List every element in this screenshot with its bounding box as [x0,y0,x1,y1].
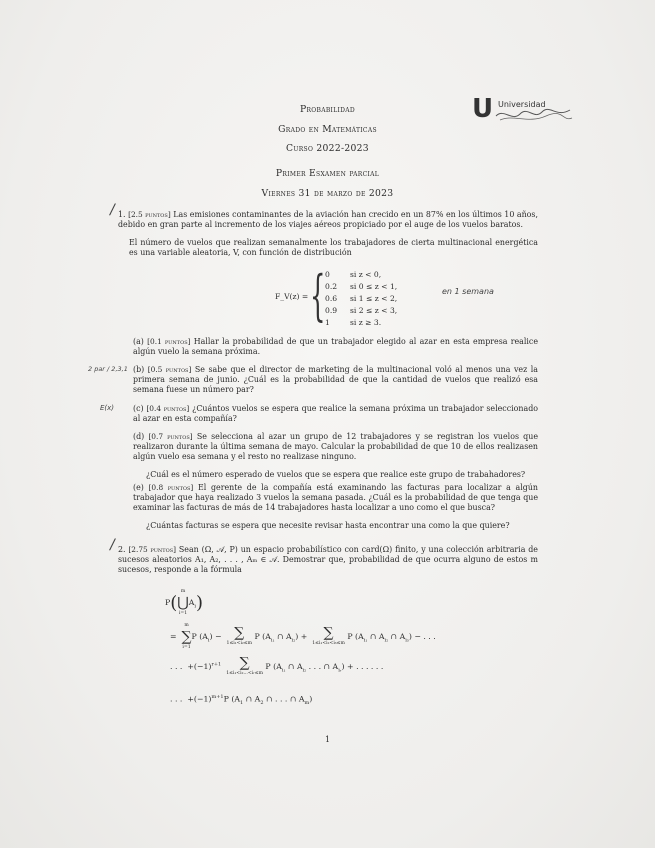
part-b: (b) [0.5 puntos] Se sabe que el director de marketing de la multinacional voló al menos una vez la primera semana de junio. ¿Cuál es la probabilidad de que la cantidad de vuelos que realizó esa semana fuese un número par? [133,365,538,395]
formula-lhs: P( m ⋃ i=1 $A_i$) [165,589,204,616]
question-1-number: 1. [118,210,126,219]
question-1-intro [118,210,538,230]
exam-title: Primer Esxamen parcial [275,168,380,179]
cdf-definition: F_V(z) = { 0 si z < 0, 0.2 si 0 ≤ z < 1, 0.6 si 1 ≤ z < 2, 0.9 si 2 ≤ z < 3, 1 si z ≥ 3. [275,264,398,327]
question-1-text: Las emisiones contaminantes de la aviación han crecido en un 87% en los últimos 10 años, debido en gran parte al incremento de los viajes aéreos propiciado por el auge de los vuelos baratos. [118,210,538,230]
margin-note-c: E(x) [100,404,115,412]
question-1-points: [2.5 puntos] [128,210,171,219]
margin-note-b: 2 par / 2,3,1 [88,365,128,373]
part-c: (c) [0.4 puntos] ¿Cuántos vuelos se espera que realice la semana próxima un trabajador seleccionado al azar en esta compañía? [133,404,538,424]
question-2-number: 2. [118,545,126,554]
logo-signature-icon [494,106,574,126]
degree-title: Grado en Matemáticas [278,124,377,135]
question-2-intro [118,545,538,576]
formula-line-3: . . . $+(-1)^{m+1}P$ ($A_1$ ∩ $A_2$ ∩ . . . ∩ $A_m$) [170,694,313,707]
formula-line-1: = m ∑ i=1 P $(A_i)$ − ∑ 1≤i₁<i₂≤m P ($A_{i_1}$ ∩ $A_{i_2}$) + ∑ 1≤i₁<i₂<i₃≤m P ($A_{i_1}$ ∩ $A_{i_2}$ ∩ $A_{i_3}$) − . . . [170,623,436,650]
question-2-points: [2.75 puntos] [128,545,177,554]
question-1-text2: El número de vuelos que realizan semanalmente los trabajadores de cierta multinacional energética es una variable aleatoria, V, con función de distribución [129,238,538,258]
part-d-question: ¿Cuál es el número esperado de vuelos que se espera que realice este grupo de trabahadores? [146,470,526,479]
logo-text: Universidad [498,100,546,109]
page-number: 1 [324,735,331,744]
cdf-label: F_V(z) = [275,292,309,301]
part-e: (e) [0.8 puntos] El gerente de la compañía está examinando las facturas para localizar a algún trabajador que haya realizado 3 vuelos la semana pasada. ¿Cuál es la probabilidad de que tenga que examinar las facturas de más de 14 trabajadores hasta localizar a uno como el que busca? [133,483,538,513]
part-a: (a) [0.1 puntos] Hallar la probabilidad de que un trabajador elegido al azar en esta empresa realice algún vuelo la semana próxima. [133,337,538,357]
question-check-mark: / [110,202,115,218]
brace-icon: { [310,264,326,327]
question-2-text: Sean (Ω, 𝒜, P) un espacio probabilístico con card(Ω) finito, y una colección arbitraria de sucesos aleatorios A₁, A₂, . . . , Aₘ ∈ 𝒜. Demostrar que, probabilidad de que ocurra alguno de estos m sucesos, responde a la fórmula [118,545,538,575]
course-title: Curso 2022-2023 [286,143,369,154]
part-d: (d) [0.7 puntos] Se selecciona al azar un grupo de 12 trabajadores y se registran los vuelos que realizaron durante la última semana de mayo. Calcular la probabilidad de que 10 de ellos realizasen algún vuelo esa semana y el resto no realizase ninguno. [133,432,538,462]
subject-title: Probabilidad [299,104,356,115]
formula-line-2: . . . $+(-1)^{r+1}$ ∑ 1≤i₁<i₂...<iᵣ≤m P ($A_{i_1}$ ∩ $A_{i_2}$ . . . ∩ $A_{iᵣ}$) + . . . . . . [170,655,384,676]
logo-letter: U [472,94,494,124]
part-e-question: ¿Cuántas facturas se espera que necesite revisar hasta encontrar una como la que quiere? [146,521,510,530]
exam-date: Viernes 31 de marzo de 2023 [261,188,394,199]
handwritten-note: en 1 semana [442,287,494,296]
question-check-mark: / [110,537,115,553]
university-logo [472,92,572,128]
